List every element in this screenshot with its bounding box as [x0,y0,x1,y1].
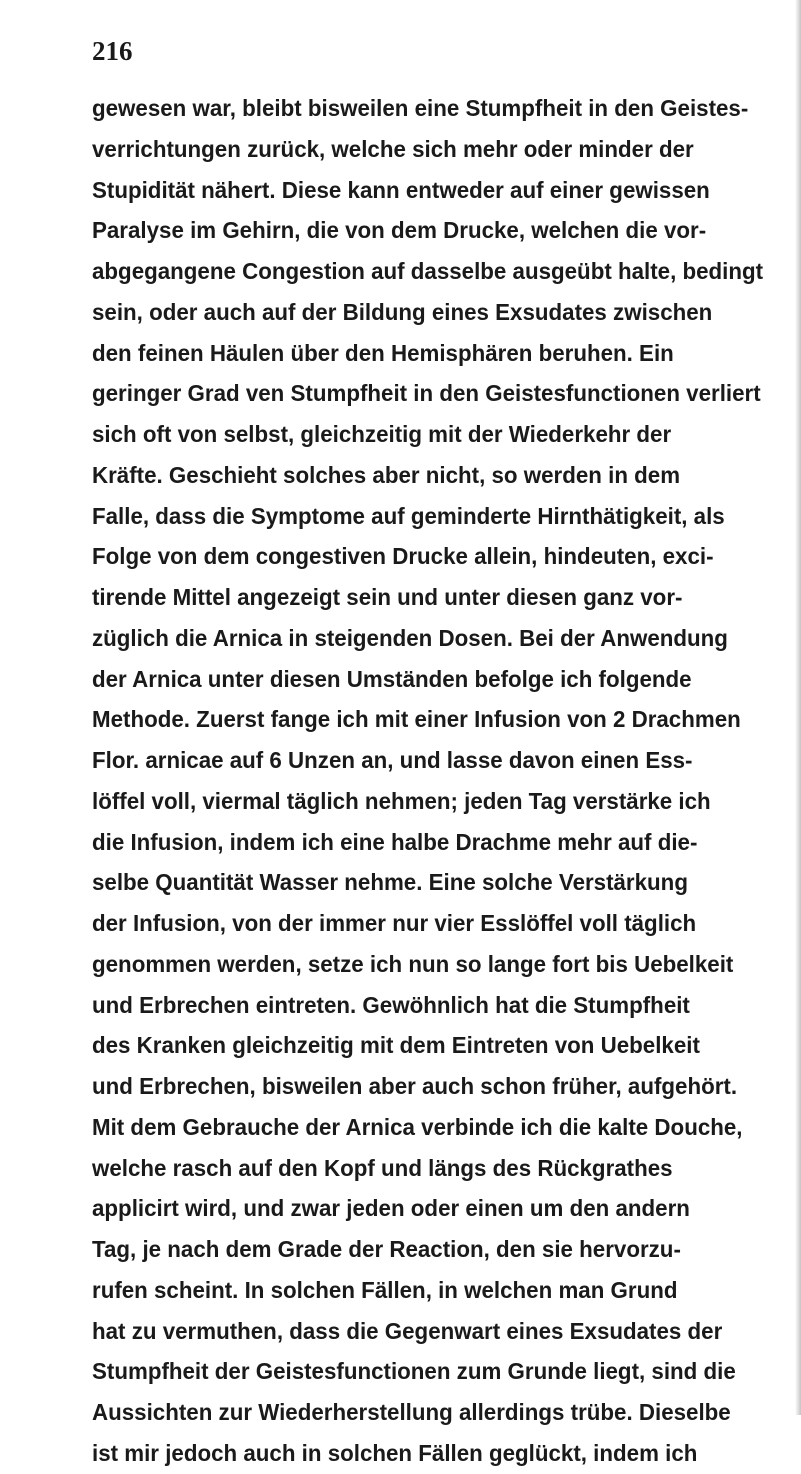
text-line: rufen scheint. In solchen Fällen, in welchen man Grund [92,1276,678,1303]
text-line: Falle, dass die Symptome auf geminderte Hirnthätigkeit, als [92,502,725,529]
text-line: und Erbrechen eintreten. Gewöhnlich hat die Stumpfheit [92,991,690,1018]
text-line: Methode. Zuerst fange ich mit einer Infusion von 2 Drachmen [92,706,741,733]
page-edge-shadow [795,0,801,1415]
text-line: tirende Mittel angezeigt sein und unter diesen ganz vor- [92,584,683,610]
text-line: löffel voll, viermal täglich nehmen; jeden Tag verstärke ich [92,787,711,814]
text-line: verrichtungen zurück, welche sich mehr oder minder der [92,135,694,162]
text-line: Folge von dem congestiven Drucke allein, hindeuten, exci- [92,543,714,570]
text-line: applicirt wird, und zwar jeden oder einen um den andern [92,1195,690,1222]
text-line: gewesen war, bleibt bisweilen eine Stumpfheit in den Geistes- [92,95,749,121]
text-line: und Erbrechen, bisweilen aber auch schon früher, aufgehört. [92,1073,738,1099]
text-line: Stumpfheit der Geistesfunctionen zum Grunde liegt, sind die [92,1358,736,1385]
text-line: Flor. arnicae auf 6 Unzen an, und lasse davon einen Ess- [92,747,693,773]
text-line: Mit dem Gebrauche der Arnica verbinde ich die kalte Douche, [92,1113,743,1140]
text-line: hat zu vermuthen, dass die Gegenwart eines Exsudates der [92,1317,723,1344]
text-line: Aussichten zur Wiederherstellung allerdings trübe. Dieselbe [92,1399,731,1425]
text-line: den feinen Häulen über den Hemisphären beruhen. Ein [92,339,674,366]
text-line: sich oft von selbst, gleichzeitig mit der Wiederkehr der [92,421,672,447]
text-line: Stupidität nähert. Diese kann entweder auf einer gewissen [92,176,710,203]
text-line: sein, oder auch auf der Bildung eines Exsudates zwischen [92,298,713,325]
text-line: welche rasch auf den Kopf und längs des Rückgrathes [92,1154,673,1181]
text-line: des Kranken gleichzeitig mit dem Eintreten von Uebelkeit [92,1032,700,1059]
text-line: züglich die Arnica in steigenden Dosen. Bei der Anwendung [92,624,728,651]
text-line: Paralyse im Gehirn, die von dem Drucke, welchen die vor- [92,217,707,244]
text-line: selbe Quantität Wasser nehme. Eine solche Verstärkung [92,869,688,896]
text-line: abgegangene Congestion auf dasselbe ausgeübt halte, bedingt [92,258,764,284]
body-text [92,88,764,1474]
text-line: der Arnica unter diesen Umständen befolge ich folgende [92,665,692,692]
text-line: Tag, je nach dem Grade der Reaction, den sie hervorzu- [92,1236,681,1262]
text-line: der Infusion, von der immer nur vier Esslöffel voll täglich [92,910,697,936]
text-line: geringer Grad ven Stumpfheit in den Geistesfunctionen verliert [92,380,761,407]
text-line: ist mir jedoch auch in solchen Fällen geglückt, indem ich [92,1439,698,1466]
page-number: 216 [92,36,133,66]
text-line: die Infusion, indem ich eine halbe Drachme mehr auf die- [92,828,698,855]
text-line: Kräfte. Geschieht solches aber nicht, so werden in dem [92,461,681,488]
text-line: genommen werden, setze ich nun so lange fort bis Uebelkeit [92,950,734,977]
